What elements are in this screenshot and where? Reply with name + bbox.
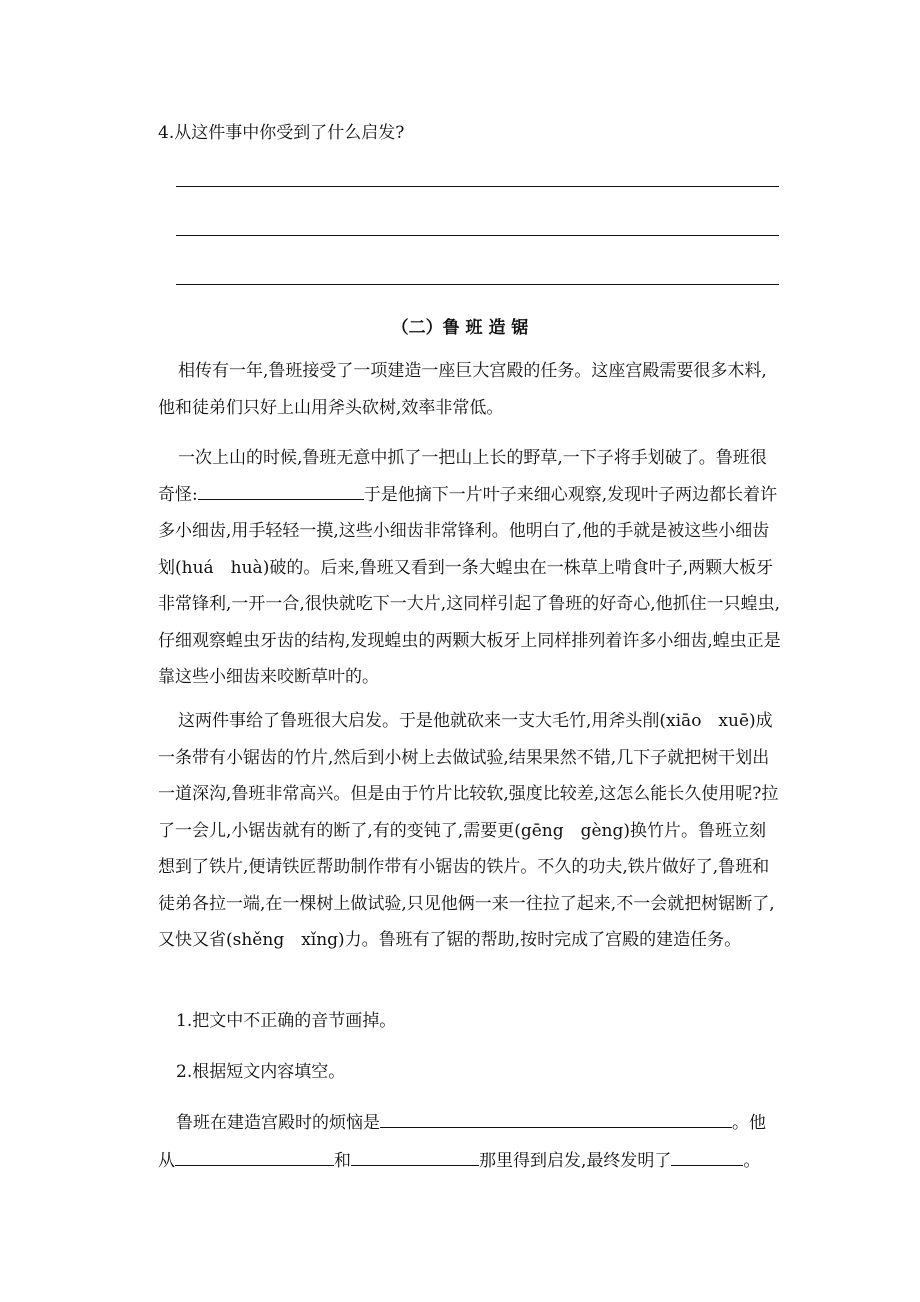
fill-text-2c: 那里得到启发,最终发明了 xyxy=(479,1151,672,1171)
paragraph-1: 相传有一年,鲁班接受了一项建造一座巨大宫殿的任务。这座宫殿需要很多木料,他和徒弟们只好上山用斧头砍树,效率非常低。 xyxy=(158,361,767,418)
question-2: 2.根据短文内容填空。 xyxy=(176,1062,346,1082)
paragraph-2-part-a: 一次上山的时候,鲁班无意中抓了一把山上长的野草,一下子将手划破了。鲁班很奇怪: xyxy=(158,448,767,505)
answer-blank-trouble[interactable] xyxy=(380,1109,732,1128)
answer-blank-invention[interactable] xyxy=(671,1147,743,1166)
answer-blank-why[interactable] xyxy=(198,481,364,500)
answer-line-2[interactable] xyxy=(176,235,779,236)
answer-blank-source-2[interactable] xyxy=(351,1147,479,1166)
fill-text-2a: 从 xyxy=(158,1151,175,1171)
question-4: 4.从这件事中你受到了什么启发? xyxy=(158,123,405,143)
fill-text-2d: 。 xyxy=(743,1151,761,1171)
fill-line-2 xyxy=(158,1146,760,1171)
fill-text-2b: 和 xyxy=(334,1151,351,1171)
answer-line-3[interactable] xyxy=(176,284,779,285)
fill-text-1b: 。他 xyxy=(732,1113,766,1133)
paragraph-2 xyxy=(158,440,782,696)
fill-line-1 xyxy=(176,1108,766,1133)
fill-text-1a: 鲁班在建造宫殿时的烦恼是 xyxy=(176,1113,380,1133)
paragraph-2-part-b: 于是他摘下一片叶子来细心观察,发现叶子两边都长着许多小细齿,用手轻轻一摸,这些小细齿非常锋利。他明白了,他的手就是被这些小细齿划(huá huà)破的。后来,鲁班又看到一条大蝗虫在一株草上啃食叶子,两颗大板牙非常锋利,一开一合,很快就吃下一大片,这同样引起了鲁班的好奇心,他抓住一只蝗虫,仔细观察蝗虫牙齿的结构,发现蝗虫的两颗大板牙上同样排列着许多小细齿,蝗虫正是靠这些小细齿来咬断草叶的。 xyxy=(158,484,781,687)
passage-title: （二）鲁 班 造 锯 xyxy=(391,318,529,338)
question-1: 1.把文中不正确的音节画掉。 xyxy=(176,1011,397,1031)
answer-blank-source-1[interactable] xyxy=(175,1147,334,1166)
paragraph-3: 这两件事给了鲁班很大启发。于是他就砍来一支大毛竹,用斧头削(xiāo xuē)成一条带有小锯齿的竹片,然后到小树上去做试验,结果果然不错,几下子就把树干划出一道深沟,鲁班非常高兴。但是由于竹片比较软,强度比较差,这怎么能长久使用呢?拉了一会儿,小锯齿就有的断了,有的变钝了,需要更(gēng gèng)换竹片。鲁班立刻想到了铁片,便请铁匠帮助制作带有小锯齿的铁片。不久的功夫,铁片做好了,鲁班和徒弟各拉一端,在一棵树上做试验,只见他俩一来一往拉了起来,不一会就把树锯断了,又快又省(shěng xǐng)力。鲁班有了锯的帮助,按时完成了宫殿的建造任务。 xyxy=(158,711,779,950)
answer-line-1[interactable] xyxy=(176,186,779,187)
